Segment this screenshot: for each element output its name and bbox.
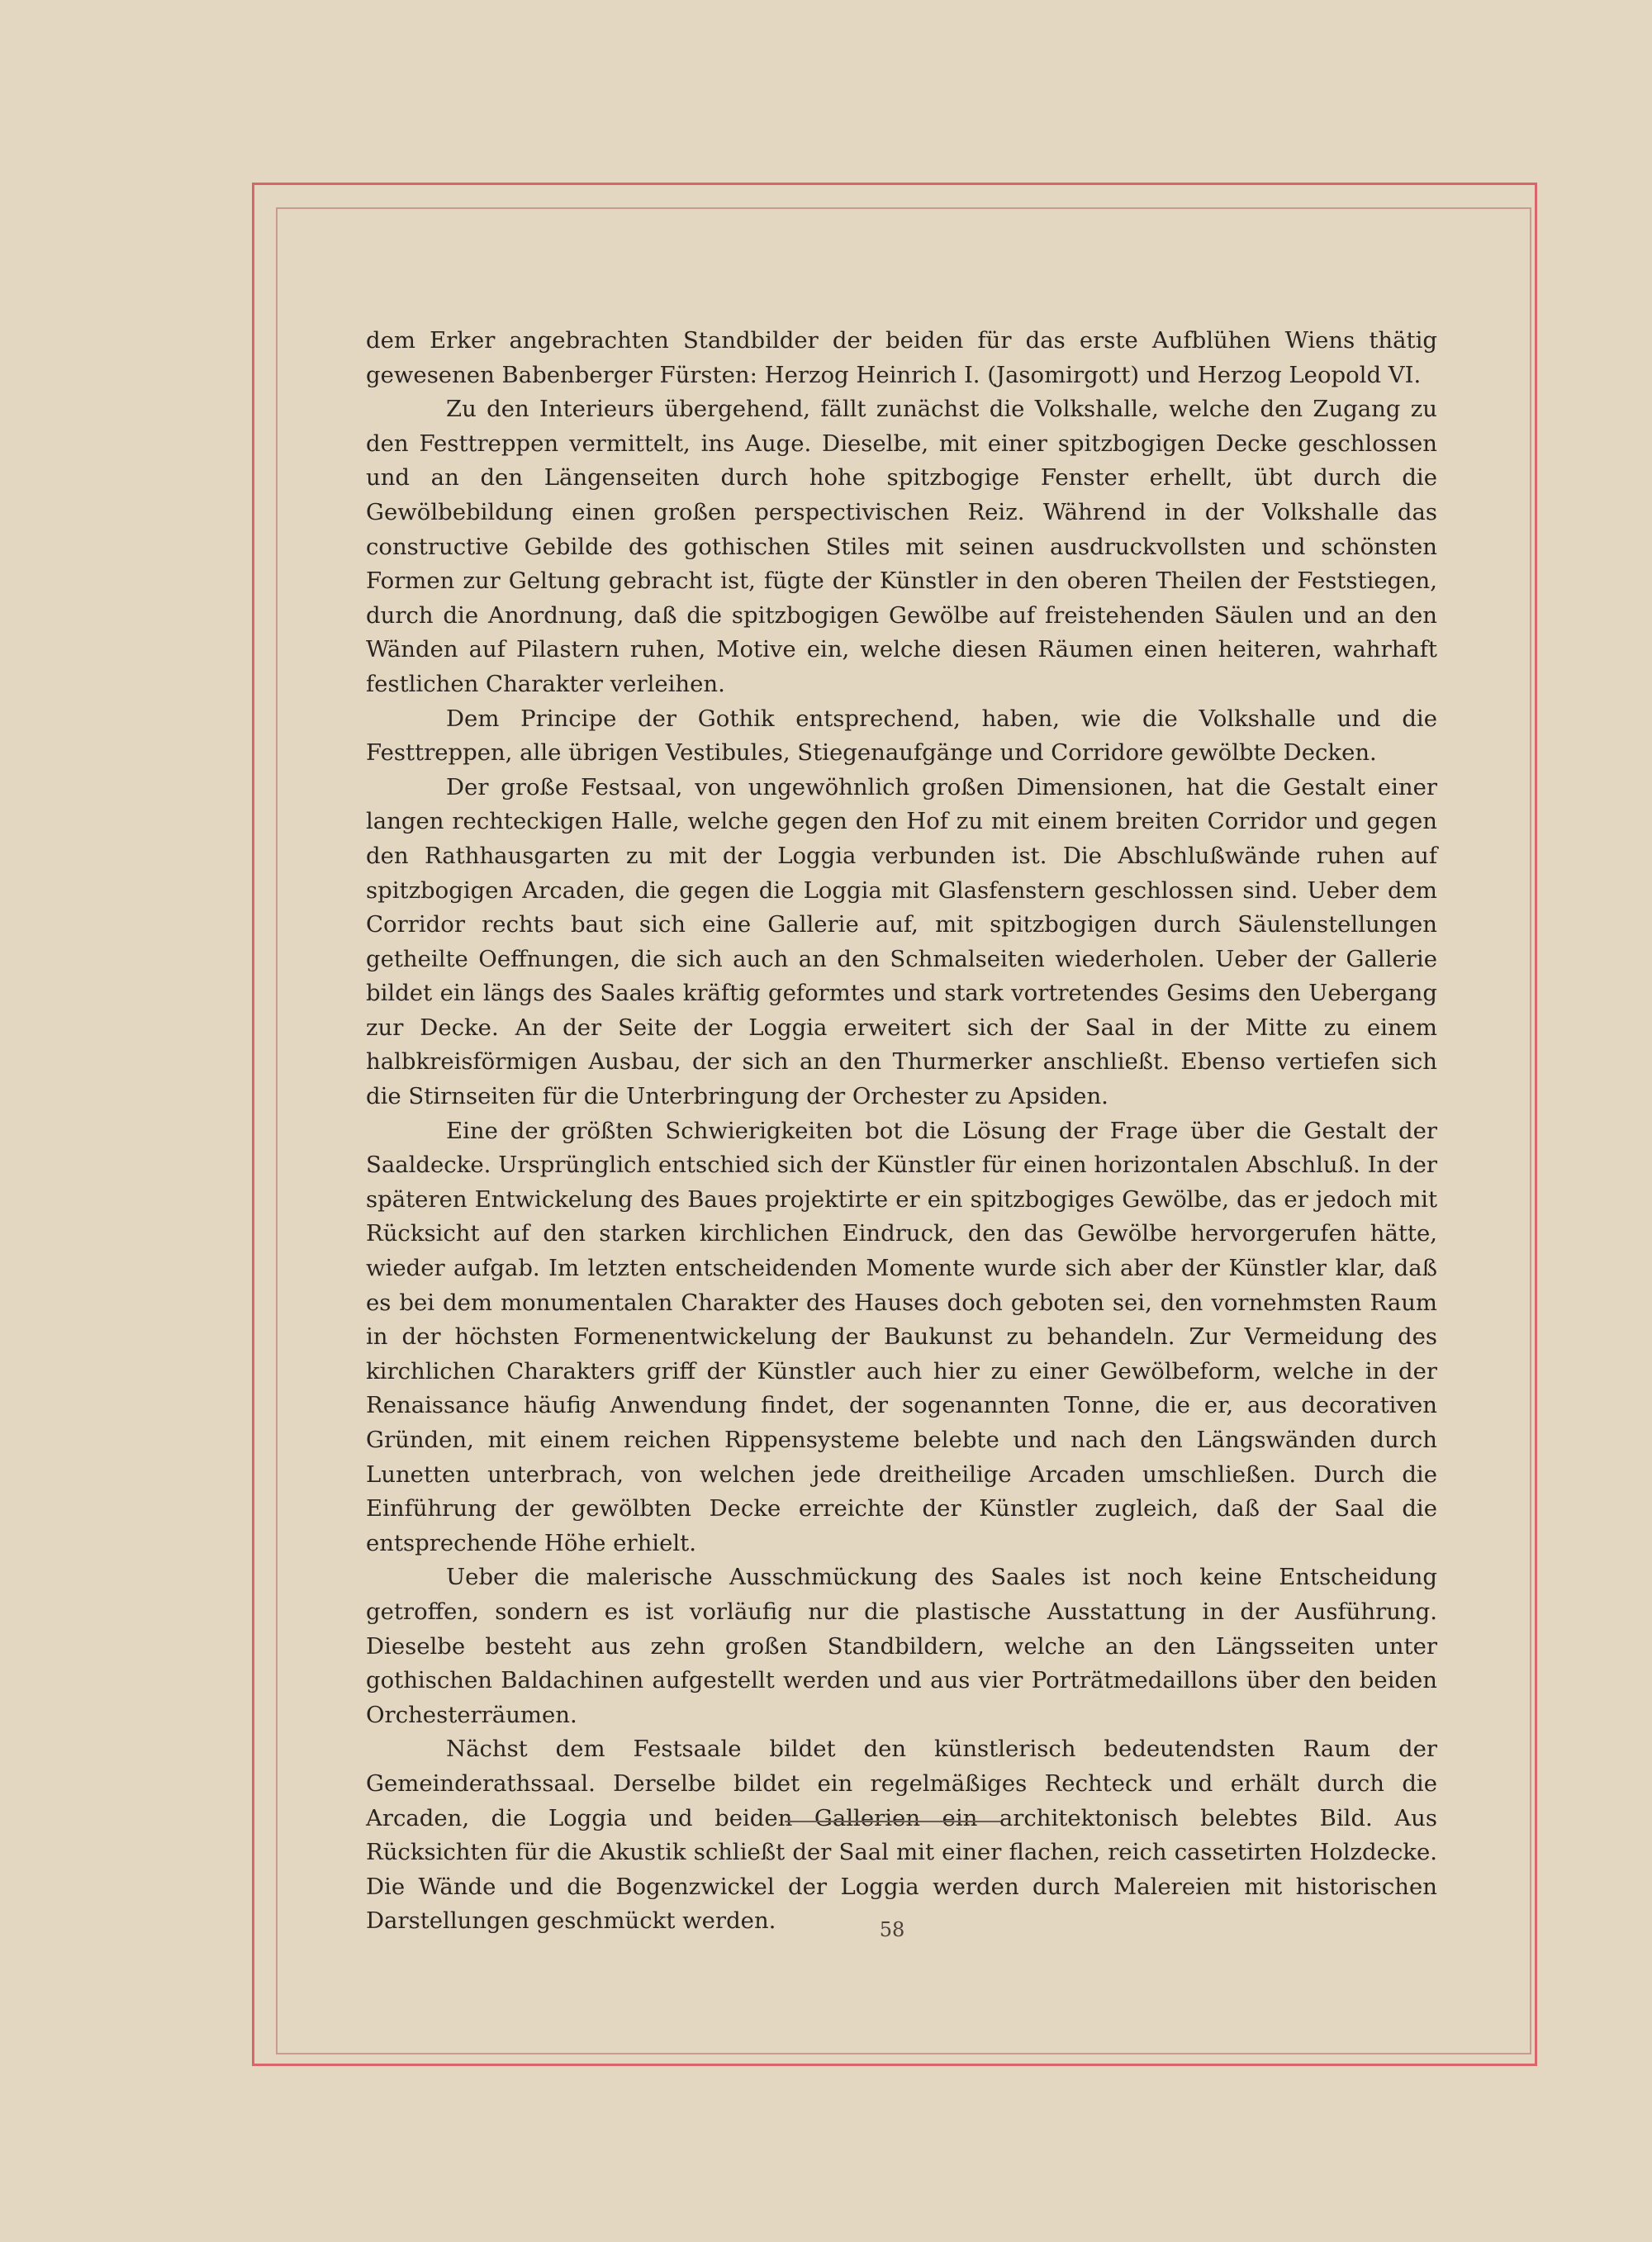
section-divider — [785, 1821, 1001, 1822]
paragraph-5: Eine der größten Schwierigkeiten bot die Lösung der Frage über die Gestalt der Saaldecke. Ursprünglich entschied sich der Künstler für einen horizontalen Abschluß. In der späteren Entwickelung des Baues projektirte er ein spitzbogiges Gewölbe, das er jedoch mit Rücksicht auf den starken kirchlichen Eindruck, den das Gewölbe hervorgerufen hätte, wieder aufgab. Im letzten entscheidenden Momente wurde sich aber der Künstler klar, daß es bei dem monumentalen Charakter des Hauses doch geboten sei, den vornehmsten Raum in der höchsten Formenentwickelung der Baukunst zu behandeln. Zur Vermeidung des kirchlichen Charakters griff der Künstler auch hier zu einer Gewölbeform, welche in der Renaissance häufig Anwendung findet, der sogenannten Tonne, die er, aus decorativen Gründen, mit einem reichen Rippensysteme belebte und nach den Längswänden durch Lunetten unterbrach, von welchen jede dreitheilige Arcaden umschließen. Durch die Einführung der gewölbten Decke erreichte der Künstler zugleich, daß der Saal die entsprechende Höhe erhielt. — [366, 1117, 1437, 1556]
paragraph-3: Dem Principe der Gothik entsprechend, haben, wie die Volkshalle und die Festtreppen, alle übrigen Vestibules, Stiegenaufgänge und Corridore gewölbte Decken. — [366, 705, 1437, 767]
paragraph-2: Zu den Interieurs übergehend, fällt zunächst die Volkshalle, welche den Zugang zu den Festtreppen vermittelt, ins Auge. Dieselbe, mit einer spitzbogigen Decke geschlossen und an den Längenseiten durch hohe spitzbogige Fenster erhellt, übt durch die Gewölbebildung einen großen perspectivischen Reiz. Während in der Volkshalle das constructive Gebilde des gothischen Stiles mit seinen ausdruckvollsten und schönsten Formen zur Geltung gebracht ist, fügte der Künstler in den oberen Theilen der Feststiegen, durch die Anordnung, daß die spitzbogigen Gewölbe auf freistehenden Säulen und an den Wänden auf Pilastern ruhen, Motive ein, welche diesen Räumen einen heiteren, wahrhaft festlichen Charakter verleihen. — [366, 396, 1437, 697]
paragraph-7: Nächst dem Festsaale bildet den künstlerisch bedeutendsten Raum der Gemeinderathssaal. Derselbe bildet ein regelmäßiges Rechteck und erhält durch die Arcaden, die Loggia und beiden Gallerien ein architektonisch belebtes Bild. Aus Rücksichten für die Akustik schließt der Saal mit einer flachen, reich cassetirten Holzdecke. Die Wände und die Bogenzwickel der Loggia werden durch Malereien mit historischen Darstellungen geschmückt werden. — [366, 1736, 1437, 1935]
paragraph-4: Der große Festsaal, von ungewöhnlich großen Dimensionen, hat die Gestalt einer langen rechteckigen Halle, welche gegen den Hof zu mit einem breiten Corridor und gegen den Rathhausgarten zu mit der Loggia verbunden ist. Die Abschlußwände ruhen auf spitzbogigen Arcaden, die gegen die Loggia mit Glasfenstern geschlossen sind. Ueber dem Corridor rechts baut sich eine Gallerie auf, mit spitzbogigen durch Säulenstellungen getheilte Oeffnungen, die sich auch an den Schmalseiten wiederholen. Ueber der Gallerie bildet ein längs des Saales kräftig geformtes und stark vortretendes Gesims den Uebergang zur Decke. An der Seite der Loggia erweitert sich der Saal in der Mitte zu einem halbkreisförmigen Ausbau, der sich an den Thurmerker anschließt. Ebenso vertiefen sich die Stirnseiten für die Unterbringung der Orchester zu Apsiden. — [366, 773, 1437, 1110]
page-number: 58 — [879, 1918, 905, 1941]
body-text — [366, 324, 1437, 1939]
paragraph-1: dem Erker angebrachten Standbilder der beiden für das erste Aufblühen Wiens thätig gewesenen Babenberger Fürsten: Herzog Heinrich I. (Jasomirgott) und Herzog Leopold VI. — [366, 327, 1437, 388]
paragraph-6: Ueber die malerische Ausschmückung des Saales ist noch keine Entscheidung getroffen, sondern es ist vorläufig nur die plastische Ausstattung in der Ausführung. Dieselbe besteht aus zehn großen Standbildern, welche an den Längsseiten unter gothischen Baldachinen aufgestellt werden und aus vier Porträtmedaillons über den beiden Orchesterräumen. — [366, 1564, 1437, 1728]
